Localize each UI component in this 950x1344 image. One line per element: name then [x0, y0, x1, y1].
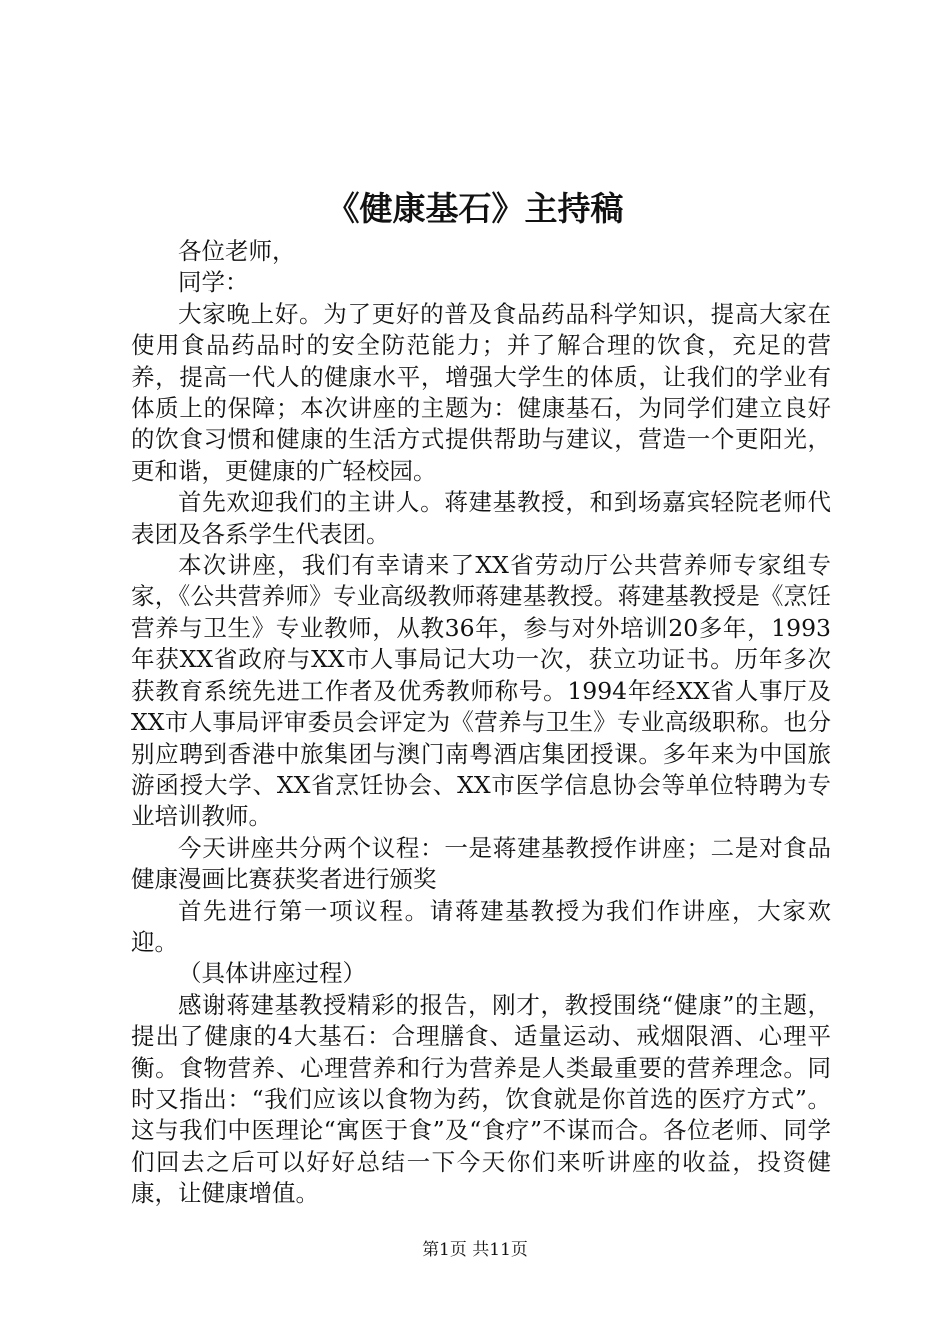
paragraph-speaker-intro: 本次讲座，我们有幸请来了XX省劳动厅公共营养师专家组专家，《公共营养师》专业高级教师蒋建基教授。蒋建基教授是《烹饪营养与卫生》专业教师，从教36年，参与对外培训20多年，1993年获XX省政府与XX市人事局记大功一次，获立功证书。历年多次获教育系统先进工作者及优秀教师称号。1994年经XX省人事厅及XX市人事局评审委员会评定为《营养与卫生》专业高级职称。也分别应聘到香港中旅集团与澳门南粤酒店集团授课。多年来为中国旅游函授大学、XX省烹饪协会、XX市医学信息协会等单位特聘为专业培训教师。 [131, 551, 831, 831]
salutation-students: 同学： [178, 268, 249, 297]
paragraph-welcome: 首先欢迎我们的主讲人。蒋建基教授，和到场嘉宾轻院老师代表团及各系学生代表团。 [131, 488, 831, 548]
page-number-footer: 第1页 共11页 [422, 1240, 528, 1260]
paragraph-thanks: 感谢蒋建基教授精彩的报告，刚才，教授围绕“健康”的主题，提出了健康的4大基石：合理膳食、适量运动、戒烟限酒、心理平衡。食物营养、心理营养和行为营养是人类最重要的营养理念。同时又指出：“我们应该以食物为药，饮食就是你首选的医疗方式”。这与我们中医理论“寓医于食”及“食疗”不谋而合。各位老师、同学们回去之后可以好好总结一下今天你们来听讲座的收益，投资健康，让健康增值。 [131, 990, 831, 1208]
document-body [131, 236, 831, 1210]
paragraph-lecture-note: （具体讲座过程） [178, 959, 366, 988]
paragraph-opening: 大家晚上好。为了更好的普及食品药品科学知识，提高大家在使用食品药品时的安全防范能力；并了解合理的饮食，充足的营养，提高一代人的健康水平，增强大学生的体质，让我们的学业有体质上的保障；本次讲座的主题为：健康基石，为同学们建立良好的饮食习惯和健康的生活方式提供帮助与建议，营造一个更阳光，更和谐，更健康的广轻校园。 [131, 299, 831, 485]
document-title: 《健康基石》主持稿 [326, 189, 624, 228]
paragraph-agenda: 今天讲座共分两个议程：一是蒋建基教授作讲座；二是对食品健康漫画比赛获奖者进行颁奖 [131, 833, 831, 894]
salutation-teachers: 各位老师， [178, 237, 296, 265]
paragraph-first-item: 首先进行第一项议程。请蒋建基教授为我们作讲座，大家欢迎。 [131, 896, 831, 956]
